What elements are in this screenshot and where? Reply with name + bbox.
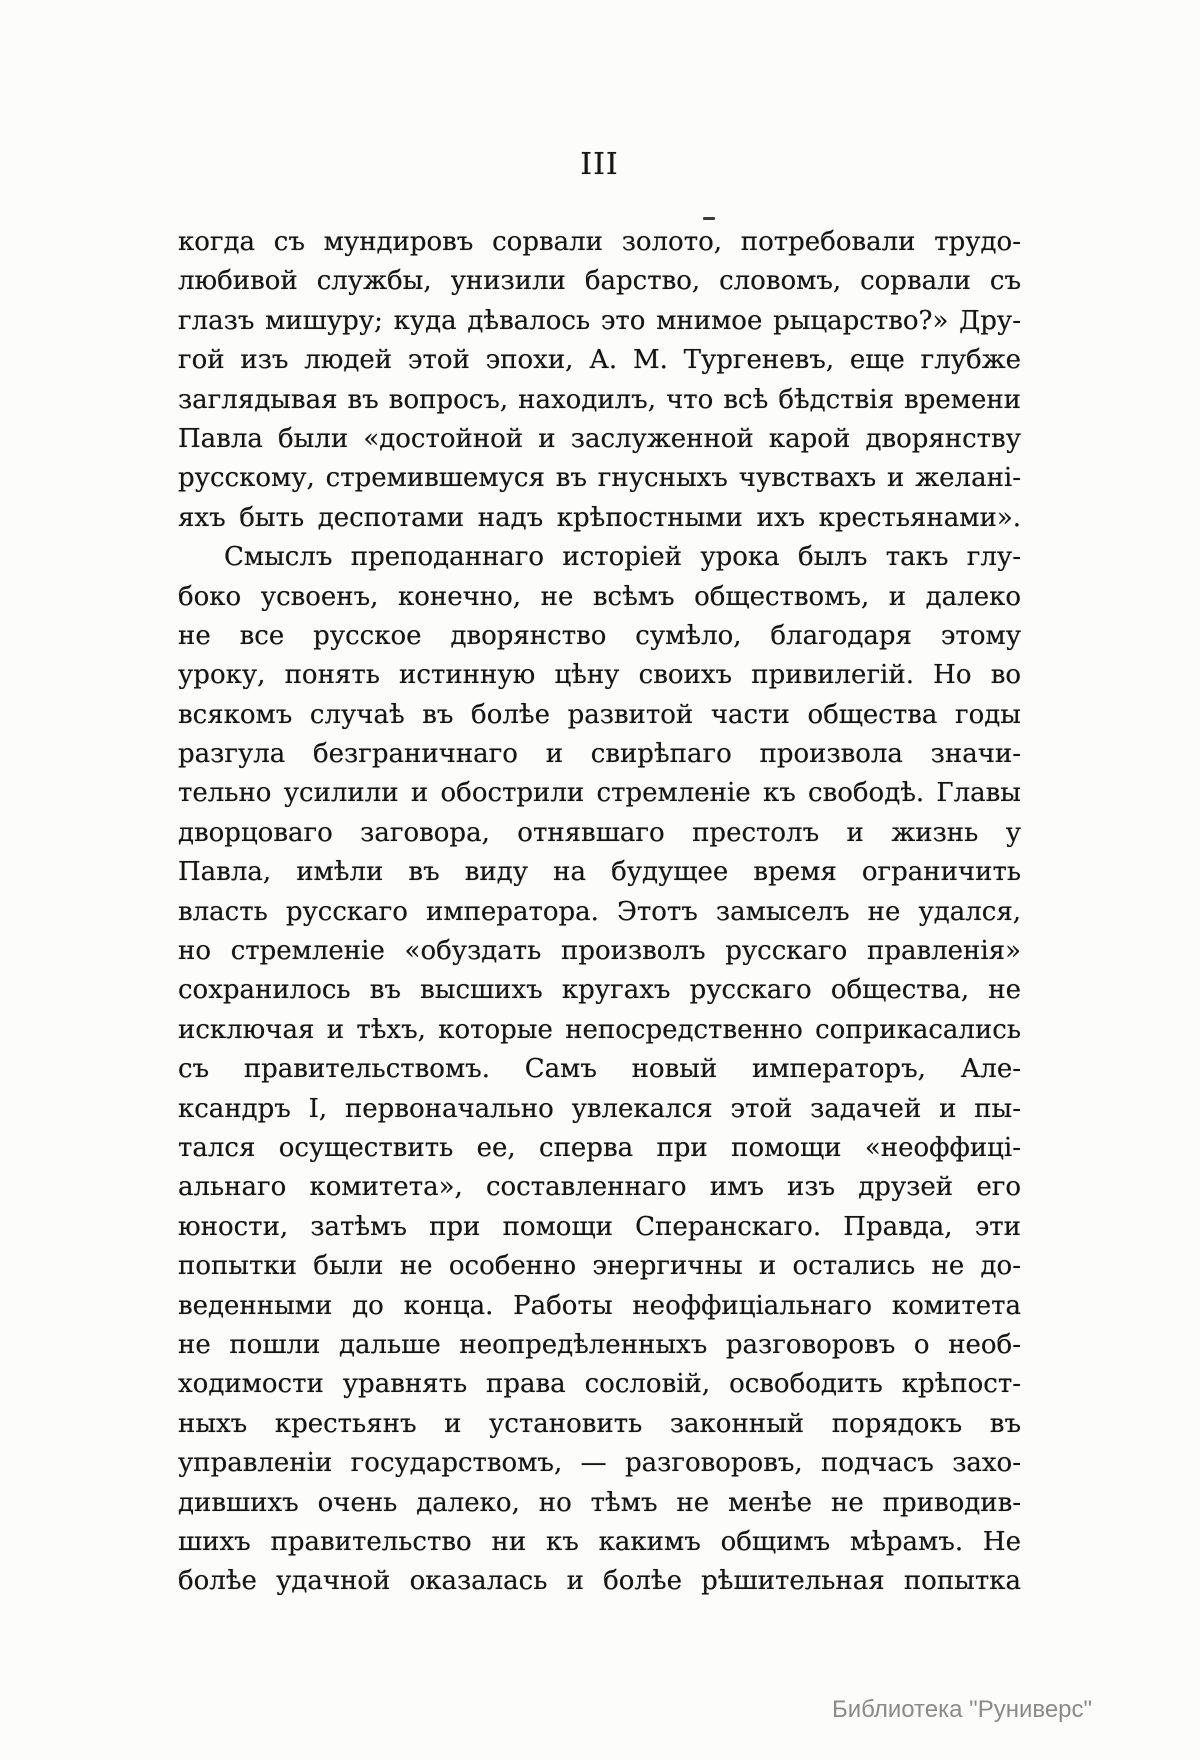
text-line: Павла, имѣли въ виду на будущее время ограничить xyxy=(178,857,1021,888)
text-line: разгула безграничнаго и свирѣпаго произвола значи- xyxy=(178,739,1021,770)
text-line: съ правительствомъ. Самъ новый императоръ, Але- xyxy=(178,1054,1021,1085)
text-line: боко усвоенъ, конечно, не всѣмъ обществомъ, и далеко xyxy=(178,581,1021,612)
text-line: всякомъ случаѣ въ болѣе развитой части общества годы xyxy=(178,699,1021,730)
text-line: шихъ правительство ни къ какимъ общимъ мѣрамъ. Не xyxy=(178,1526,1021,1557)
text-line: Павла были «достойной и заслуженной карой дворянству xyxy=(178,423,1021,454)
text-line: глазъ мишуру; куда дѣвалось это мнимое рыцарство?» Дру- xyxy=(178,305,1021,336)
text-line: тельно усилили и обострили стремленіе къ свободѣ. Главы xyxy=(178,778,1021,809)
paragraph xyxy=(178,538,1021,1602)
text-line: любивой службы, унизили барство, словомъ, сорвали съ xyxy=(178,266,1021,297)
paragraph xyxy=(178,223,1021,538)
library-watermark: Библиотека "Руниверс" xyxy=(832,1696,1093,1723)
text-line: яхъ быть деспотами надъ крѣпостными ихъ крестьянами». xyxy=(178,502,1021,533)
page-number: III xyxy=(580,147,619,182)
text-line: когда съ мундировъ сорвали золото, потребовали трудо- xyxy=(178,227,1021,257)
text-line: веденными до конца. Работы неоффиціальнаго комитета xyxy=(178,1290,1021,1321)
text-line: не пошли дальше неопредѣленныхъ разговоровъ о необ- xyxy=(178,1329,1021,1360)
text-line: русскому, стремившемуся въ гнусныхъ чувствахъ и желані- xyxy=(178,463,1021,494)
text-line: дворцоваго заговора, отнявшаго престолъ и жизнь у xyxy=(178,817,1021,848)
text-line: гой изъ людей этой эпохи, А. М. Тургеневъ, еще глубже xyxy=(178,345,1021,376)
text-line: сохранилось въ высшихъ кругахъ русскаго общества, не xyxy=(178,975,1021,1006)
text-line: Смыслъ преподаннаго исторіей урока былъ такъ глу- xyxy=(224,542,1021,573)
text-line: уроку, понять истинную цѣну своихъ привилегій. Но во xyxy=(178,660,1021,691)
text-line: попытки были не особенно энергичны и остались не до- xyxy=(178,1251,1021,1282)
text-line: юности, затѣмъ при помощи Сперанскаго. Правда, эти xyxy=(178,1211,1021,1242)
text-line: альнаго комитета», составленнаго имъ изъ друзей его xyxy=(178,1172,1021,1203)
text-line: не все русское дворянство сумѣло, благодаря этому xyxy=(178,620,1021,651)
text-line: ныхъ крестьянъ и установить законный порядокъ въ xyxy=(178,1408,1021,1439)
print-speck xyxy=(703,217,715,220)
text-line: управленіи государствомъ, — разговоровъ, подчасъ захо- xyxy=(178,1448,1021,1479)
text-line: тался осуществить ее, сперва при помощи «неоффиці- xyxy=(178,1132,1021,1163)
text-line: но стремленіе «обуздать произволъ русскаго правленія» xyxy=(178,936,1021,967)
text-line: ксандръ I, первоначально увлекался этой задачей и пы- xyxy=(178,1093,1021,1124)
text-line: заглядывая въ вопросъ, находилъ, что всѣ бѣдствія времени xyxy=(178,384,1021,415)
text-line: болѣе удачной оказалась и болѣе рѣшительная попытка xyxy=(178,1566,1021,1597)
text-line: исключая и тѣхъ, которые непосредственно соприкасались xyxy=(178,1014,1021,1045)
text-line: власть русскаго императора. Этотъ замыселъ не удался, xyxy=(178,896,1021,927)
text-line: дившихъ очень далеко, но тѣмъ не менѣе не приводив- xyxy=(178,1487,1021,1518)
text-line: ходимости уравнять права сословій, освободить крѣпост- xyxy=(178,1369,1021,1400)
body-text xyxy=(178,223,1021,1602)
